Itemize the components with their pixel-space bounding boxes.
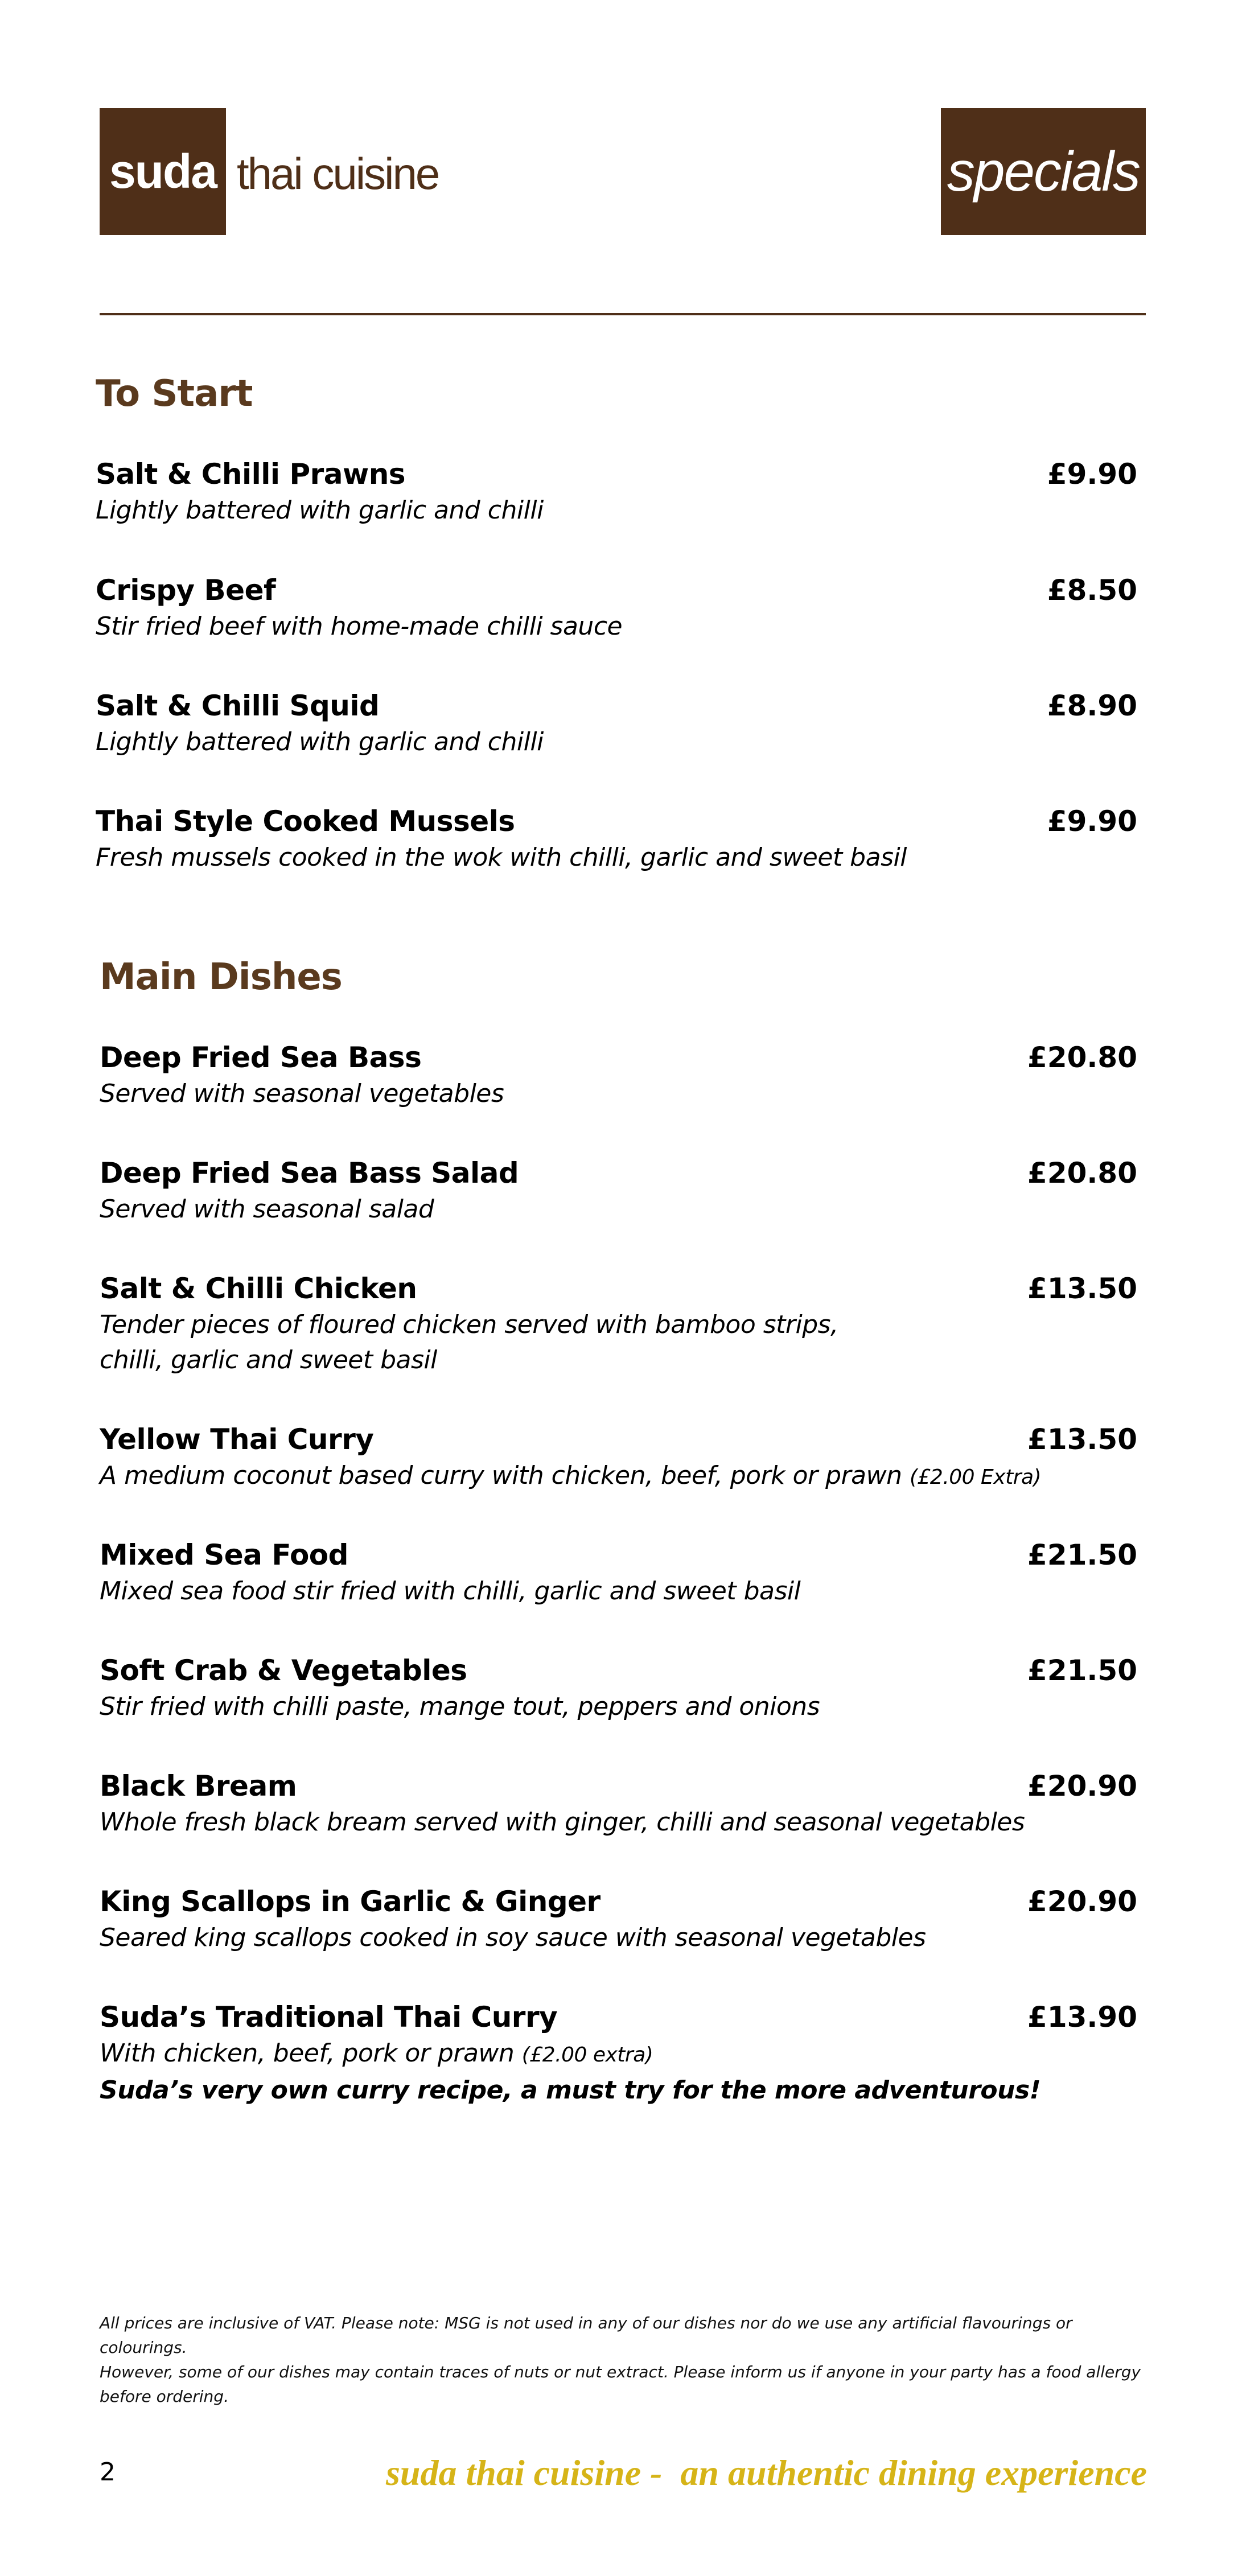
menu-item — [100, 1421, 1137, 1495]
item-name: Deep Fried Sea Bass — [100, 1041, 422, 1074]
menu-item — [100, 1270, 1137, 1378]
menu-item — [96, 571, 1137, 644]
item-extra-note: (£2.00 extra) — [521, 2043, 653, 2067]
item-price: £20.90 — [1027, 1770, 1137, 1803]
item-price: £13.50 — [1027, 1423, 1137, 1456]
item-description-text: With chicken, beef, pork or prawn — [100, 2039, 515, 2068]
logo-mark — [100, 108, 226, 235]
item-price: £21.50 — [1027, 1654, 1137, 1687]
item-recommendation: Suda’s very own curry recipe, a must try for the more adventurous! — [100, 2076, 1041, 2105]
item-description: Served with seasonal salad — [100, 1195, 434, 1224]
item-price: £8.90 — [1047, 689, 1137, 722]
item-name: Mixed Sea Food — [100, 1538, 348, 1571]
item-name: Suda’s Traditional Thai Curry — [100, 2001, 558, 2034]
item-price: £20.80 — [1027, 1157, 1137, 1190]
page-number: 2 — [100, 2458, 116, 2487]
disclaimer-line-1: All prices are inclusive of VAT. Please note: MSG is not used in any of our dishes nor do we use any artificial flavourings or colourings. — [100, 2314, 1072, 2357]
item-extra-note: (£2.00 Extra) — [909, 1466, 1042, 1489]
item-description: Seared king scallops cooked in soy sauce with seasonal vegetables — [100, 1923, 926, 1952]
menu-item — [100, 1039, 1137, 1112]
menu-item — [96, 687, 1137, 760]
allergy-disclaimer — [100, 2311, 1147, 2409]
section-title-starters: To Start — [96, 373, 253, 415]
item-description: Fresh mussels cooked in the wok with chilli, garlic and sweet basil — [96, 843, 907, 872]
specials-label: specials — [947, 140, 1140, 203]
menu-item — [96, 803, 1137, 875]
item-price: £13.50 — [1027, 1272, 1137, 1305]
menu-item — [100, 1998, 1137, 2108]
item-description: Lightly battered with garlic and chilli — [96, 727, 544, 756]
item-description-text: A medium coconut based curry with chicken, beef, pork or prawn — [100, 1461, 902, 1490]
item-name: Yellow Thai Curry — [100, 1423, 374, 1456]
item-description — [100, 1458, 1137, 1495]
item-description: Mixed sea food stir fried with chilli, garlic and sweet basil — [100, 1577, 801, 1606]
item-name: Salt & Chilli Prawns — [96, 458, 406, 491]
menu-item — [100, 1652, 1137, 1725]
item-description-line-2: chilli, garlic and sweet basil — [100, 1345, 437, 1375]
logo-word: suda — [109, 145, 217, 198]
item-price: £13.90 — [1027, 2001, 1137, 2034]
item-description: Whole fresh black bream served with ginger, chilli and seasonal vegetables — [100, 1808, 1025, 1837]
item-price: £20.80 — [1027, 1041, 1137, 1074]
item-name: Crispy Beef — [96, 574, 276, 607]
section-title-mains: Main Dishes — [100, 956, 342, 998]
footer-tagline: suda thai cuisine - an authentic dining experience — [385, 2452, 1147, 2493]
item-description: Lightly battered with garlic and chilli — [96, 496, 544, 525]
specials-badge — [941, 108, 1146, 235]
item-description: Served with seasonal vegetables — [100, 1079, 504, 1108]
item-price: £9.90 — [1047, 458, 1137, 491]
logo-subtitle: thai cuisine — [237, 149, 439, 199]
item-description: Stir fried with chilli paste, mange tout, peppers and onions — [100, 1692, 820, 1721]
menu-item — [100, 1767, 1137, 1840]
item-name: Thai Style Cooked Mussels — [96, 805, 515, 838]
disclaimer-line-2: However, some of our dishes may contain traces of nuts or nut extract. Please inform us if anyone in your party has a food allergy — [100, 2363, 1141, 2381]
item-name: Salt & Chilli Squid — [96, 689, 380, 722]
item-price: £20.90 — [1027, 1885, 1137, 1918]
header-divider — [100, 313, 1146, 315]
item-description: Tender pieces of floured chicken served with bamboo strips, — [100, 1310, 838, 1339]
menu-item — [96, 455, 1137, 528]
disclaimer-line-3: before ordering. — [100, 2387, 229, 2406]
item-name: Soft Crab & Vegetables — [100, 1654, 467, 1687]
menu-item — [100, 1536, 1137, 1609]
item-price: £8.50 — [1047, 574, 1137, 607]
item-price: £9.90 — [1047, 805, 1137, 838]
item-description: Stir fried beef with home-made chilli sauce — [96, 612, 623, 641]
item-name: King Scallops in Garlic & Ginger — [100, 1885, 601, 1918]
menu-item — [100, 1883, 1137, 1956]
item-name: Black Bream — [100, 1770, 297, 1803]
item-description — [100, 2036, 1137, 2073]
item-name: Deep Fried Sea Bass Salad — [100, 1157, 519, 1190]
item-name: Salt & Chilli Chicken — [100, 1272, 417, 1305]
menu-item — [100, 1154, 1137, 1227]
item-price: £21.50 — [1027, 1538, 1137, 1571]
